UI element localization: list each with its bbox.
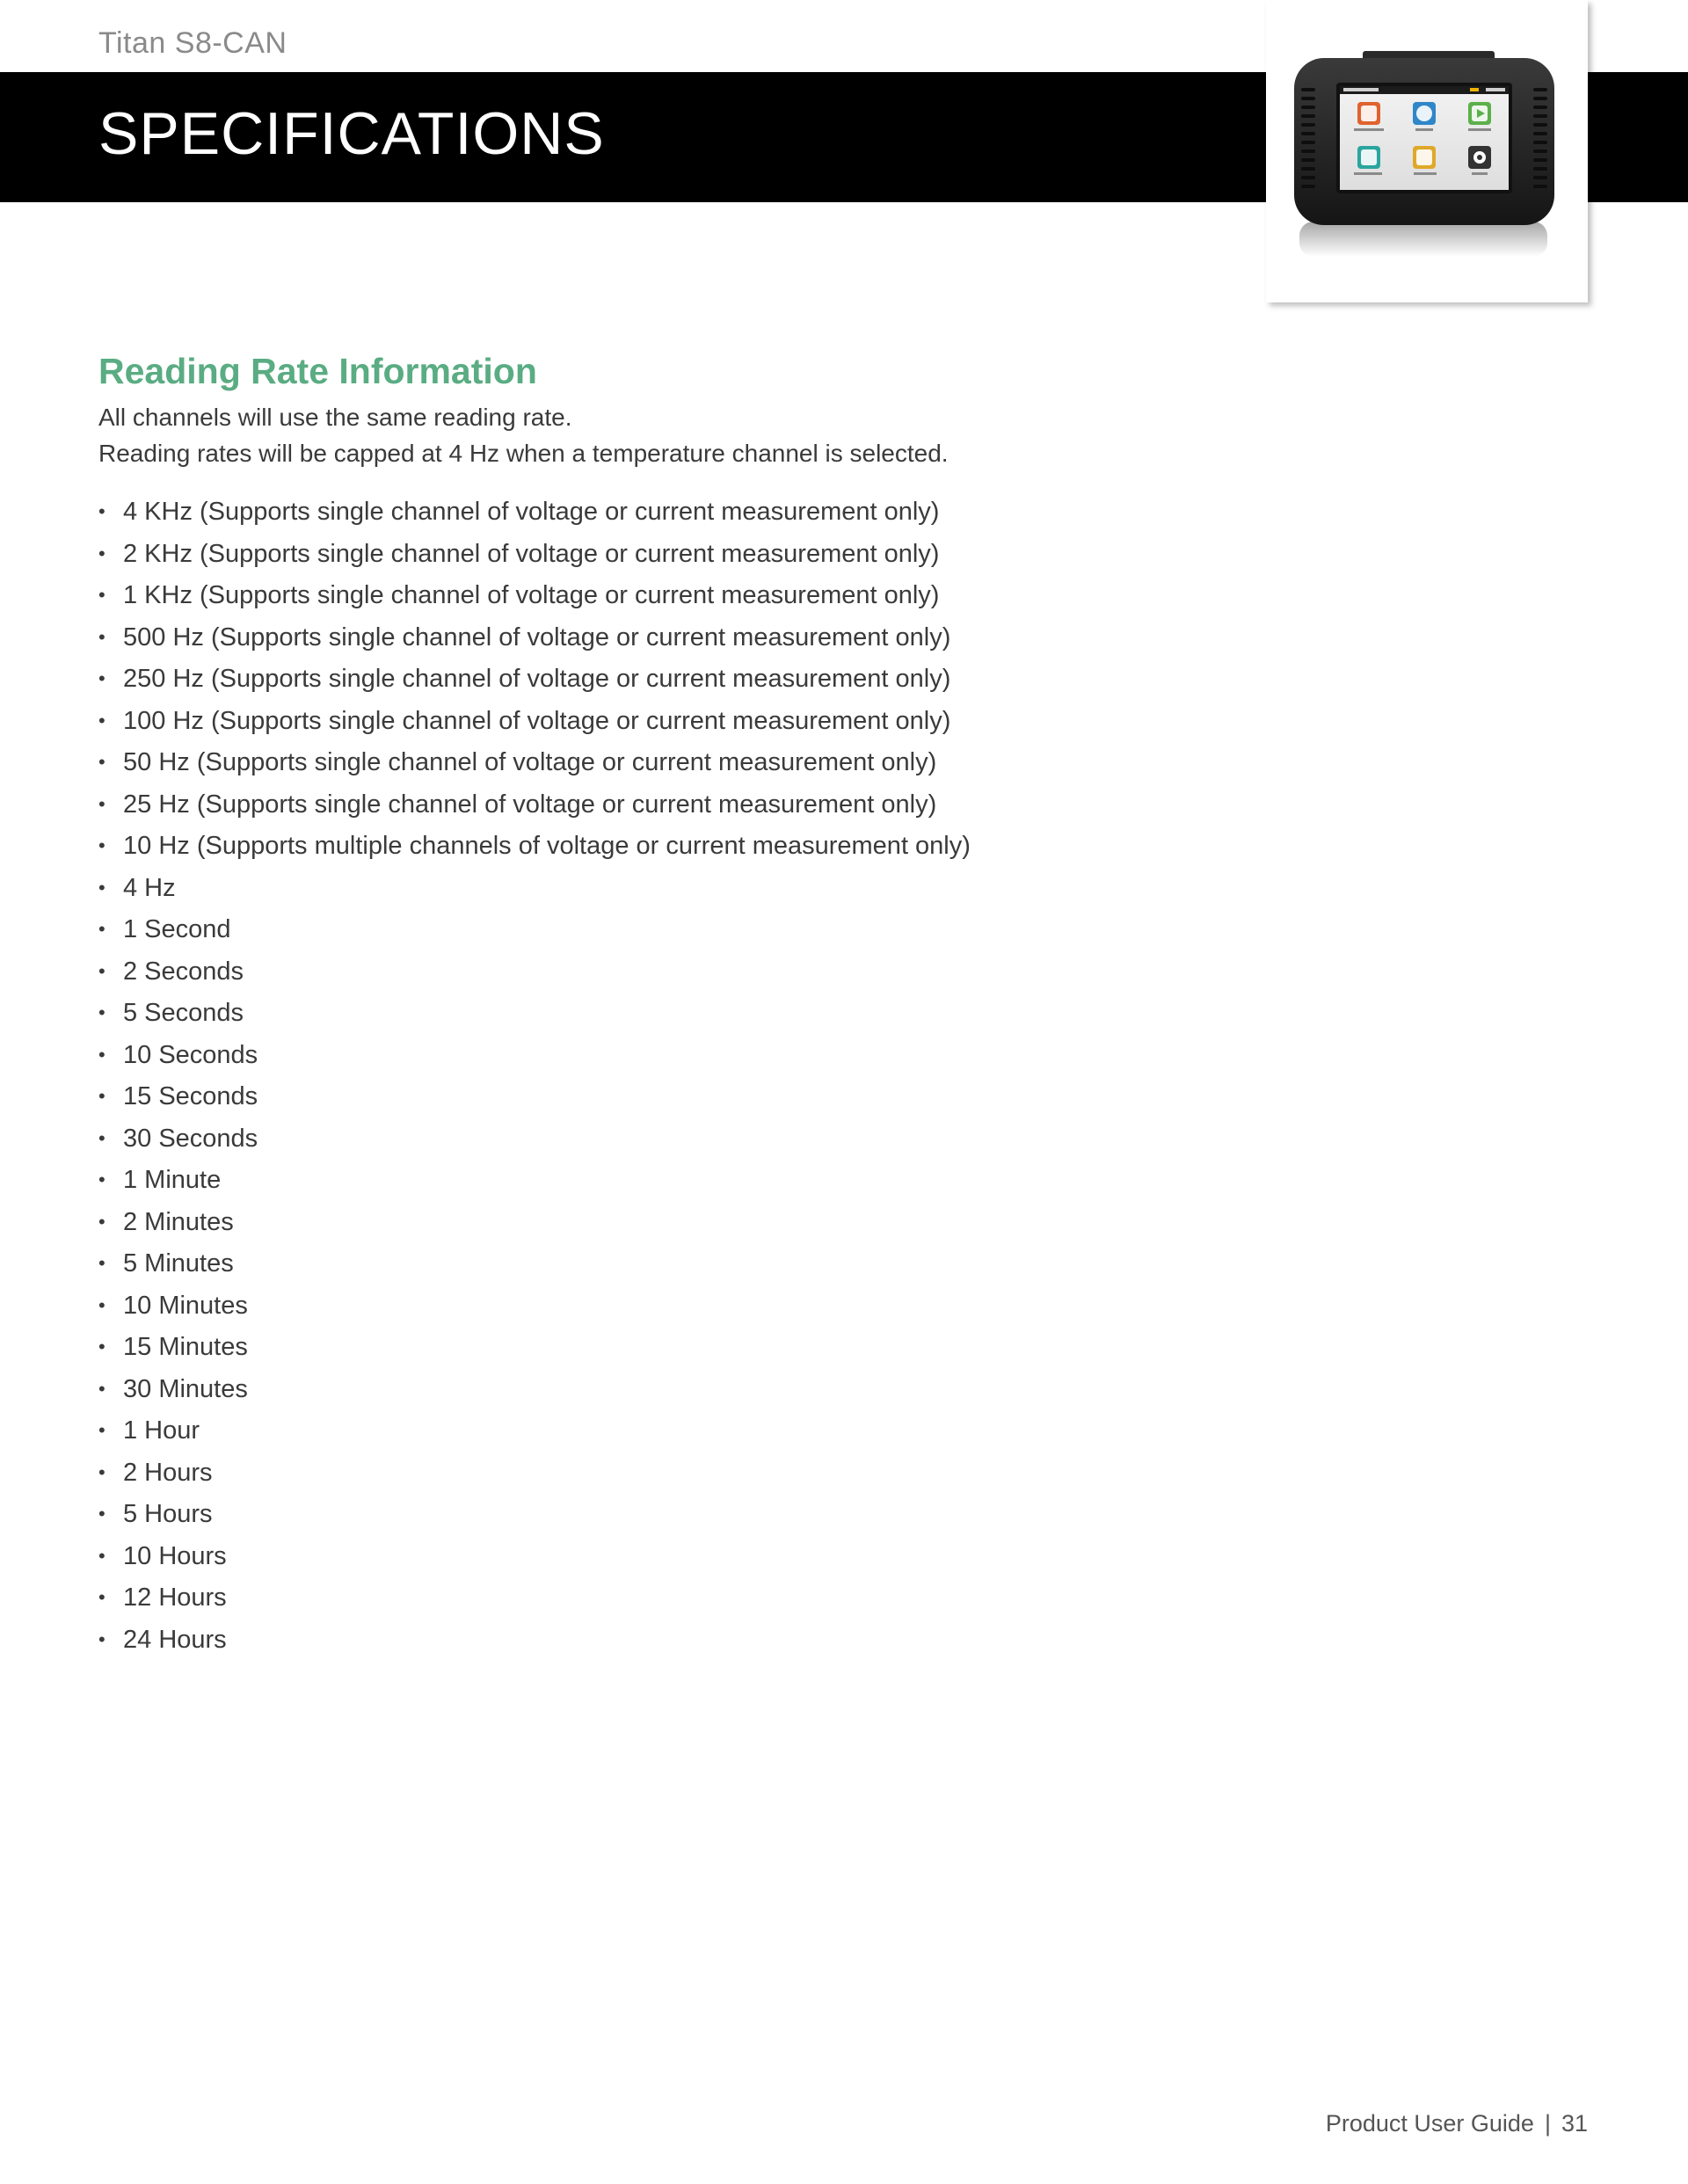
list-item — [98, 912, 971, 954]
reading-rate-list — [98, 494, 971, 1663]
rate-label: 4 KHz (Supports single channel of voltage or current measurement only) — [123, 498, 940, 526]
data-logger-device-icon — [1266, 0, 1588, 302]
page-footer — [1326, 2110, 1588, 2137]
bullet-icon: • — [98, 1544, 106, 1567]
list-item — [98, 1413, 971, 1455]
device-photo — [1266, 0, 1588, 302]
list-item — [98, 1288, 971, 1330]
section-heading: Reading Rate Information — [98, 351, 537, 391]
list-item — [98, 578, 971, 620]
list-item — [98, 828, 971, 870]
bullet-icon: • — [98, 1043, 106, 1066]
rate-label: 10 Minutes — [123, 1291, 248, 1320]
intro-line: All channels will use the same reading rate. — [98, 404, 572, 431]
bullet-icon: • — [98, 751, 106, 773]
list-item — [98, 1372, 971, 1414]
list-item — [98, 703, 971, 746]
bullet-icon: • — [98, 542, 106, 564]
page-number: 31 — [1561, 2110, 1588, 2137]
rate-label: 100 Hz (Supports single channel of voltage or current measurement only) — [123, 706, 951, 735]
rate-label: 15 Seconds — [123, 1082, 258, 1110]
bullet-icon: • — [98, 834, 106, 856]
list-item — [98, 620, 971, 662]
bullet-icon: • — [98, 500, 106, 522]
bullet-icon: • — [98, 1210, 106, 1233]
rate-label: 50 Hz (Supports single channel of voltage or current measurement only) — [123, 748, 937, 776]
list-item — [98, 1079, 971, 1121]
product-name: Titan S8-CAN — [98, 26, 287, 60]
bullet-icon: • — [98, 1419, 106, 1441]
bullet-icon: • — [98, 584, 106, 606]
guide-label: Product User Guide — [1325, 2110, 1534, 2137]
rate-label: 2 Seconds — [123, 957, 244, 986]
rate-label: 25 Hz (Supports single channel of voltage or current measurement only) — [123, 790, 937, 819]
bullet-icon: • — [98, 667, 106, 689]
bullet-icon: • — [98, 1503, 106, 1525]
list-item — [98, 745, 971, 787]
bullet-icon: • — [98, 1293, 106, 1316]
rate-label: 15 Minutes — [123, 1333, 248, 1361]
bullet-icon: • — [98, 1460, 106, 1483]
rate-label: 5 Seconds — [123, 999, 244, 1027]
list-item — [98, 661, 971, 703]
list-item — [98, 494, 971, 536]
rate-label: 4 Hz — [123, 873, 176, 902]
rate-label: 500 Hz (Supports single channel of voltage or current measurement only) — [123, 622, 951, 652]
rate-label: 250 Hz (Supports single channel of voltage or current measurement only) — [123, 665, 951, 693]
rate-label: 10 Hz (Supports multiple channels of voltage or current measurement only) — [123, 832, 971, 860]
list-item — [98, 1246, 971, 1288]
bullet-icon: • — [98, 625, 106, 648]
rate-label: 10 Hours — [123, 1541, 227, 1570]
intro-line: Reading rates will be capped at 4 Hz when a temperature channel is selected. — [98, 440, 949, 467]
bullet-icon: • — [98, 959, 106, 982]
list-item — [98, 1496, 971, 1539]
rate-label: 1 Minute — [123, 1166, 222, 1194]
bullet-icon: • — [98, 876, 106, 899]
rate-label: 30 Seconds — [123, 1124, 258, 1153]
list-item — [98, 1455, 971, 1497]
rate-label: 2 Minutes — [123, 1207, 234, 1236]
list-item — [98, 1580, 971, 1622]
bullet-icon: • — [98, 1168, 106, 1190]
rate-label: 1 Second — [123, 915, 231, 943]
list-item — [98, 1539, 971, 1581]
rate-label: 10 Seconds — [123, 1040, 258, 1069]
bullet-icon: • — [98, 918, 106, 940]
list-item — [98, 954, 971, 996]
list-item — [98, 1162, 971, 1205]
list-item — [98, 1329, 971, 1372]
bullet-icon: • — [98, 1377, 106, 1400]
rate-label: 5 Minutes — [123, 1249, 234, 1278]
list-item — [98, 995, 971, 1037]
list-item — [98, 1037, 971, 1080]
bullet-icon: • — [98, 1126, 106, 1149]
bullet-icon: • — [98, 1085, 106, 1107]
intro-text — [98, 399, 949, 471]
rate-label: 1 KHz (Supports single channel of voltage or current measurement only) — [123, 581, 940, 609]
rate-label: 2 Hours — [123, 1458, 213, 1487]
bullet-icon: • — [98, 709, 106, 732]
page-title: SPECIFICATIONS — [98, 100, 605, 167]
list-item — [98, 1121, 971, 1163]
footer-separator: | — [1544, 2110, 1551, 2137]
list-item — [98, 536, 971, 579]
rate-label: 2 KHz (Supports single channel of voltage or current measurement only) — [123, 539, 940, 568]
bullet-icon: • — [98, 792, 106, 815]
bullet-icon: • — [98, 1252, 106, 1274]
rate-label: 1 Hour — [123, 1416, 200, 1445]
list-item — [98, 1205, 971, 1247]
bullet-icon: • — [98, 1336, 106, 1358]
list-item — [98, 1622, 971, 1664]
bullet-icon: • — [98, 1627, 106, 1650]
bullet-icon: • — [98, 1001, 106, 1023]
rate-label: 24 Hours — [123, 1625, 227, 1654]
list-item — [98, 870, 971, 913]
rate-label: 12 Hours — [123, 1583, 227, 1612]
bullet-icon: • — [98, 1586, 106, 1608]
rate-label: 30 Minutes — [123, 1374, 248, 1403]
list-item — [98, 787, 971, 829]
rate-label: 5 Hours — [123, 1500, 213, 1528]
